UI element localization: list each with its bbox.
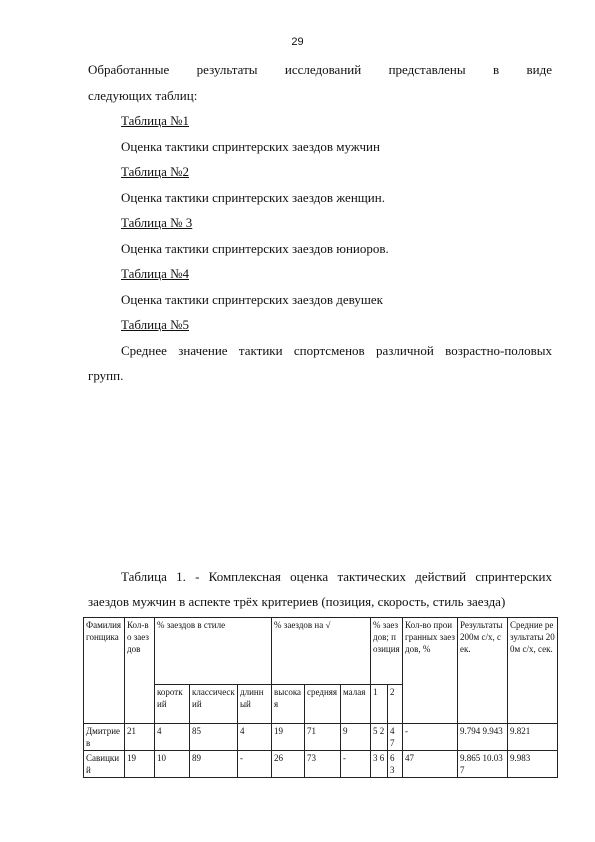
intro-line-1: Обработанные результаты исследований представлены в виде [88,62,552,77]
cell-pos2: 4 7 [388,724,403,751]
cell-pos2: 6 3 [388,751,403,778]
cell-pos1: 5 2 [371,724,388,751]
subheader-pos2: 2 [388,685,403,724]
cell-short: 4 [155,724,190,751]
cell-high: 26 [272,751,305,778]
cell-low: - [341,751,371,778]
cell-low: 9 [341,724,371,751]
cell-name: Савицкий [84,751,125,778]
cell-lost: 47 [403,751,458,778]
header-speed: % заездов на √ [272,618,371,685]
table-row [84,751,558,778]
intro-line-2: следующих таблиц: [88,88,198,103]
table-label-4: Таблица №4 [121,266,190,281]
table-label-1: Таблица №1 [121,113,190,128]
header-count: Кол-во заездов [125,618,155,724]
table-label-3: Таблица № 3 [121,215,193,230]
table-label-5: Таблица №5 [121,317,190,332]
caption-line-2: заездов мужчин в аспекте трёх критериев (позиция, скорость, стиль заезда) [88,594,506,609]
caption-line-1: Таблица 1. - Комплексная оценка тактических действий спринтерских [121,569,552,584]
table-desc-5-line-1: Среднее значение тактики спортсменов различной возрастно-половых [121,343,552,358]
cell-medium: 71 [305,724,341,751]
cell-lost: - [403,724,458,751]
cell-avg: 9.983 [508,751,558,778]
table-desc-3: Оценка тактики спринтерских заездов юниоров. [121,241,389,256]
subheader-medium: средняя [305,685,341,724]
table-label-2: Таблица №2 [121,164,190,179]
cell-results: 9.794 9.943 [458,724,508,751]
cell-avg: 9.821 [508,724,558,751]
table-desc-1: Оценка тактики спринтерских заездов мужчин [121,139,380,154]
subheader-pos1: 1 [371,685,388,724]
cell-long: 4 [238,724,272,751]
cell-pos1: 3 6 [371,751,388,778]
header-results: Результаты 200м с/х, сек. [458,618,508,724]
table-desc-2: Оценка тактики спринтерских заездов женщин. [121,190,385,205]
cell-long: - [238,751,272,778]
header-name: Фамилия гонщика [84,618,125,724]
header-position: % заездов; позиция [371,618,403,685]
cell-short: 10 [155,751,190,778]
cell-count: 21 [125,724,155,751]
page-number: 29 [291,36,304,48]
cell-classic: 89 [190,751,238,778]
table-desc-5-line-2: групп. [88,368,124,383]
subheader-long: длинный [238,685,272,724]
table-header-row [84,618,558,685]
subheader-classic: классический [190,685,238,724]
cell-name: Дмитриев [84,724,125,751]
subheader-high: высокая [272,685,305,724]
table-desc-4: Оценка тактики спринтерских заездов девушек [121,292,383,307]
cell-classic: 85 [190,724,238,751]
header-avg: Средние результаты 200м с/х, сек. [508,618,558,724]
cell-count: 19 [125,751,155,778]
cell-medium: 73 [305,751,341,778]
header-lost: Кол-во проигранных заездов, % [403,618,458,724]
subheader-short: короткий [155,685,190,724]
cell-results: 9.865 10.037 [458,751,508,778]
subheader-low: малая [341,685,371,724]
cell-high: 19 [272,724,305,751]
results-table [83,617,558,778]
table-row [84,724,558,751]
header-style: % заездов в стиле [155,618,272,685]
